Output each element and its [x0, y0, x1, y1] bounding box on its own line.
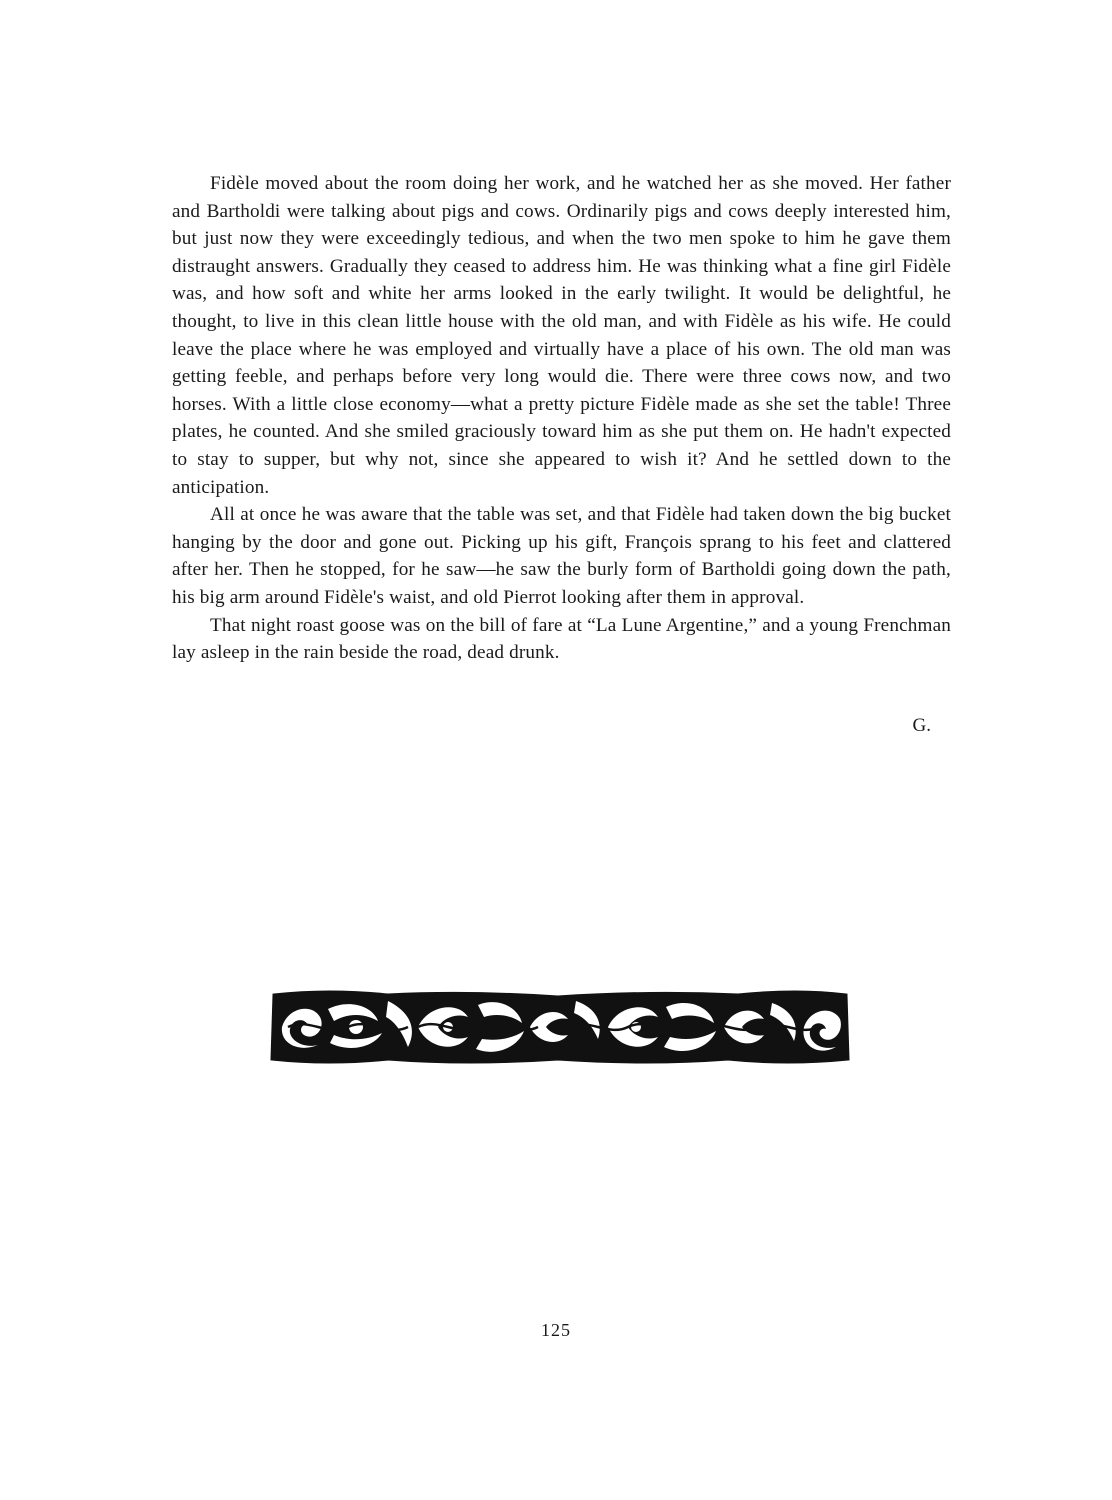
story-text [172, 170, 951, 667]
paragraph-3: That night roast goose was on the bill of fare at “La Lune Argentine,” and a young Frenchman lay asleep in the rain beside the road, dead drunk. [172, 614, 951, 664]
author-signature: G. [912, 715, 931, 736]
paragraph-1: Fidèle moved about the room doing her work, and he watched her as she moved. Her father and Bartholdi were talking about pigs and cows. Ordinarily pigs and cows deeply interested him, but just now they were exceedingly tedious, and when the two men spoke to him he gave them distraught answers. Gradually they ceased to address him. He was thinking what a fine girl Fidèle was, and how soft and white her arms looked in the early twilight. It would be delightful, he thought, to live in this clean little house with the old man, and with Fidèle as his wife. He could leave the place where he was employed and virtually have a place of his own. The old man was getting feeble, and perhaps before very long would die. There were three cows now, and two horses. With a little close economy—what a pretty picture Fidèle made as she set the table! Three plates, he counted. And she smiled graciously toward him as she put them on. He hadn't expected to stay to supper, but why not, since she appeared to wish it? And he settled down to the anticipation. [172, 173, 951, 498]
floral-ornament-icon [268, 987, 852, 1067]
page-number: 125 [541, 1320, 571, 1340]
paragraph-2: All at once he was aware that the table was set, and that Fidèle had taken down the big bucket hanging by the door and gone out. Picking up his gift, François sprang to his feet and clattered after her. Then he stopped, for he saw—he saw the burly form of Bartholdi going down the path, his big arm around Fidèle's waist, and old Pierrot looking after them in approval. [172, 504, 951, 608]
